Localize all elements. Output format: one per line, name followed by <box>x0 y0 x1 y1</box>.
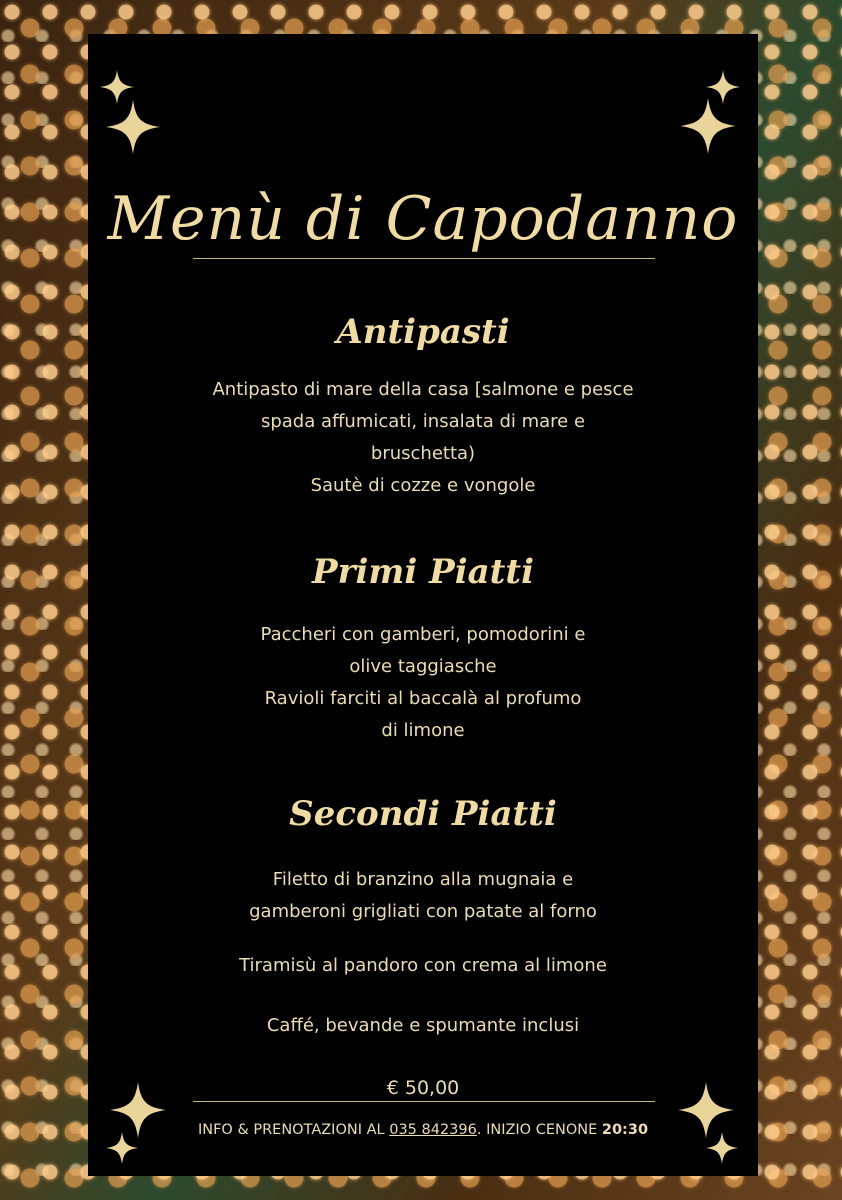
menu-title: Menù di Capodanno <box>107 184 739 254</box>
sparkle-icon <box>106 100 160 154</box>
info-line <box>88 1122 758 1138</box>
menu-item-line: Filetto di branzino alla mugnaia e <box>272 869 574 890</box>
info-middle: . INIZIO CENONE <box>476 1122 602 1138</box>
phone-number[interactable]: 035 842396 <box>389 1122 477 1138</box>
sparkle-icon <box>100 70 134 104</box>
menu-item-line: Caffé, bevande e spumante inclusi <box>266 1015 580 1036</box>
section-title-secondi: Secondi Piatti <box>289 794 557 834</box>
menu-item-line: Sautè di cozze e vongole <box>310 475 536 496</box>
info-prefix: INFO & PRENOTAZIONI AL <box>197 1122 390 1138</box>
menu-item-line: gamberoni grigliati con patate al forno <box>249 901 597 922</box>
price: € 50,00 <box>386 1077 460 1099</box>
section-title-antipasti: Antipasti <box>336 312 510 352</box>
menu-item-line: Tiramisù al pandoro con crema al limone <box>239 955 607 976</box>
menu-item-line: Ravioli farciti al baccalà al profumo <box>264 688 582 709</box>
menu-item-line: di limone <box>381 720 465 741</box>
menu-item-line: spada affumicati, insalata di mare e <box>260 411 586 432</box>
sparkle-icon <box>680 98 736 154</box>
price-divider <box>193 1101 655 1102</box>
dinner-time: 20:30 <box>601 1122 649 1138</box>
menu-item-line: olive taggiasche <box>349 656 497 677</box>
menu-card <box>88 34 758 1176</box>
menu-item-line: bruschetta) <box>370 443 476 464</box>
menu-item-line: Antipasto di mare della casa [salmone e pesce <box>212 379 634 400</box>
section-title-primi: Primi Piatti <box>312 552 534 592</box>
menu-item-line: Paccheri con gamberi, pomodorini e <box>260 624 586 645</box>
title-divider <box>193 258 655 259</box>
